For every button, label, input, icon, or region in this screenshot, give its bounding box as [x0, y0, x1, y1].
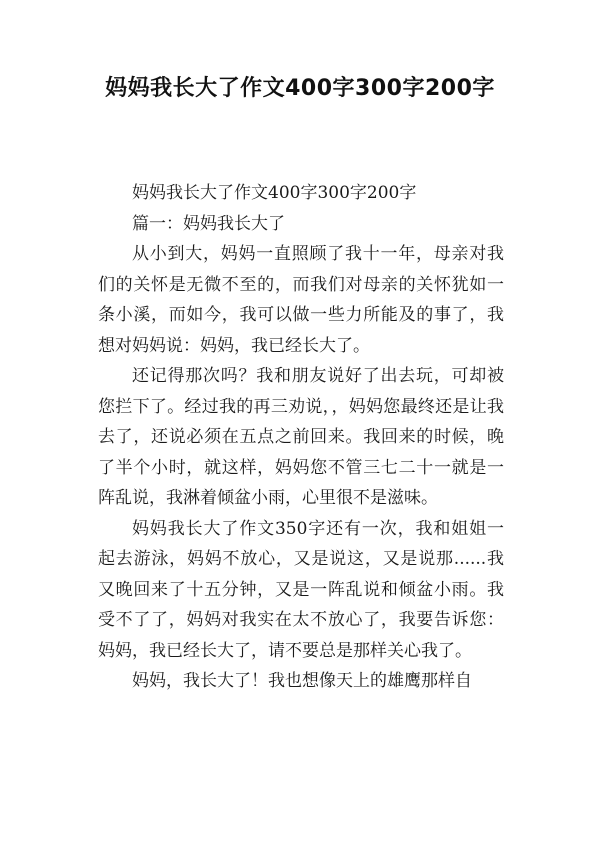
- paragraph: 还记得那次吗？我和朋友说好了出去玩，可却被您拦下了。经过我的再三劝说，，妈妈您最终还是让我去了，还说必须在五点之前回来。我回来的时候，晚了半个小时，就这样，妈妈您不管三七二十一就是一阵乱说，我淋着倾盆小雨，心里很不是滋味。: [98, 366, 504, 508]
- paragraph: 妈妈，我长大了！我也想像天上的雄鹰那样自: [132, 671, 472, 691]
- paragraph-subtitle: 妈妈我长大了作文400字300字200字: [132, 183, 417, 203]
- document-title: 妈妈我长大了作文400字300字200字: [105, 76, 495, 101]
- paragraph: 从小到大，妈妈一直照顾了我十一年，母亲对我们的关怀是无微不至的，而我们对母亲的关怀犹如一条小溪，而如今，我可以做一些力所能及的事了，我想对妈妈说：妈妈，我已经长大了。: [98, 244, 504, 356]
- paragraph: 妈妈我长大了作文350字还有一次，我和姐姐一起去游泳，妈妈不放心，又是说这，又是说那......我又晚回来了十五分钟，又是一阵乱说和倾盆小雨。我受不了了，妈妈对我实在太不放心了，我要告诉您：妈妈，我已经长大了，请不要总是那样关心我了。: [98, 518, 504, 661]
- document-body: [98, 178, 504, 697]
- paragraph-section-heading: 篇一：妈妈我长大了: [132, 213, 285, 234]
